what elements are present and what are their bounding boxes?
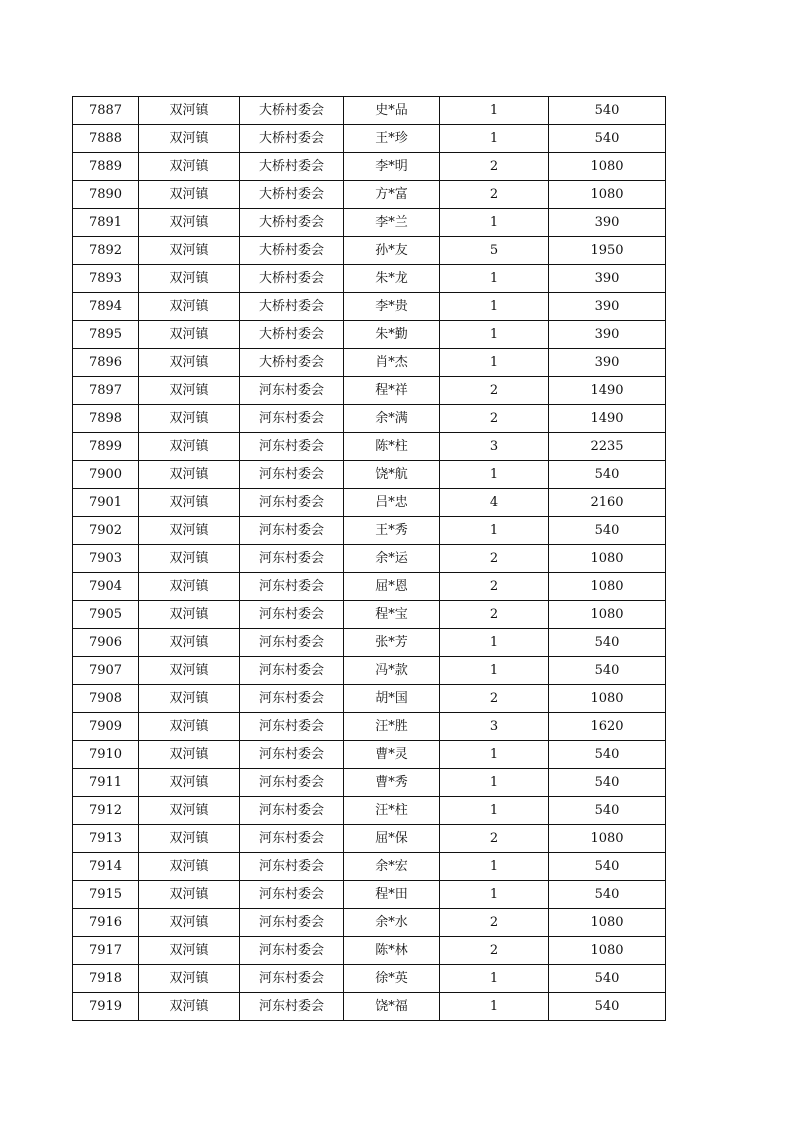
village-cell: 河东村委会: [240, 909, 344, 937]
village-cell: 河东村委会: [240, 685, 344, 713]
row-id-cell: 7903: [73, 545, 139, 573]
amount-cell: 540: [549, 741, 666, 769]
village-cell: 河东村委会: [240, 629, 344, 657]
table-row: [73, 797, 666, 825]
name-cell: 曹*灵: [344, 741, 440, 769]
village-cell: 大桥村委会: [240, 349, 344, 377]
town-cell: 双河镇: [139, 825, 240, 853]
name-cell: 李*兰: [344, 209, 440, 237]
town-cell: 双河镇: [139, 125, 240, 153]
count-cell: 1: [440, 853, 549, 881]
amount-cell: 540: [549, 965, 666, 993]
village-cell: 河东村委会: [240, 545, 344, 573]
table-row: [73, 153, 666, 181]
table-row: [73, 293, 666, 321]
village-cell: 河东村委会: [240, 881, 344, 909]
count-cell: 1: [440, 993, 549, 1021]
town-cell: 双河镇: [139, 321, 240, 349]
town-cell: 双河镇: [139, 377, 240, 405]
amount-cell: 390: [549, 349, 666, 377]
village-cell: 河东村委会: [240, 993, 344, 1021]
amount-cell: 540: [549, 993, 666, 1021]
count-cell: 2: [440, 377, 549, 405]
town-cell: 双河镇: [139, 713, 240, 741]
count-cell: 1: [440, 265, 549, 293]
amount-cell: 1080: [549, 181, 666, 209]
count-cell: 2: [440, 937, 549, 965]
row-id-cell: 7907: [73, 657, 139, 685]
name-cell: 陈*柱: [344, 433, 440, 461]
amount-cell: 540: [549, 629, 666, 657]
village-cell: 大桥村委会: [240, 125, 344, 153]
town-cell: 双河镇: [139, 629, 240, 657]
table-row: [73, 909, 666, 937]
count-cell: 1: [440, 797, 549, 825]
count-cell: 2: [440, 153, 549, 181]
name-cell: 陈*林: [344, 937, 440, 965]
village-cell: 河东村委会: [240, 405, 344, 433]
name-cell: 李*明: [344, 153, 440, 181]
village-cell: 河东村委会: [240, 965, 344, 993]
name-cell: 朱*勤: [344, 321, 440, 349]
town-cell: 双河镇: [139, 265, 240, 293]
count-cell: 2: [440, 545, 549, 573]
row-id-cell: 7905: [73, 601, 139, 629]
count-cell: 1: [440, 461, 549, 489]
town-cell: 双河镇: [139, 97, 240, 125]
name-cell: 程*祥: [344, 377, 440, 405]
row-id-cell: 7913: [73, 825, 139, 853]
amount-cell: 390: [549, 209, 666, 237]
table-row: [73, 937, 666, 965]
row-id-cell: 7901: [73, 489, 139, 517]
town-cell: 双河镇: [139, 573, 240, 601]
table-row: [73, 853, 666, 881]
town-cell: 双河镇: [139, 769, 240, 797]
name-cell: 王*秀: [344, 517, 440, 545]
village-cell: 河东村委会: [240, 769, 344, 797]
table-row: [73, 769, 666, 797]
subsidy-table: [72, 96, 666, 1021]
amount-cell: 1950: [549, 237, 666, 265]
village-cell: 河东村委会: [240, 433, 344, 461]
name-cell: 曹*秀: [344, 769, 440, 797]
count-cell: 1: [440, 965, 549, 993]
name-cell: 方*富: [344, 181, 440, 209]
table-row: [73, 405, 666, 433]
name-cell: 饶*福: [344, 993, 440, 1021]
count-cell: 2: [440, 573, 549, 601]
row-id-cell: 7915: [73, 881, 139, 909]
village-cell: 河东村委会: [240, 601, 344, 629]
village-cell: 河东村委会: [240, 825, 344, 853]
amount-cell: 1080: [549, 573, 666, 601]
count-cell: 2: [440, 405, 549, 433]
town-cell: 双河镇: [139, 153, 240, 181]
name-cell: 吕*忠: [344, 489, 440, 517]
amount-cell: 1080: [549, 601, 666, 629]
village-cell: 河东村委会: [240, 741, 344, 769]
amount-cell: 540: [549, 125, 666, 153]
count-cell: 1: [440, 657, 549, 685]
row-id-cell: 7906: [73, 629, 139, 657]
row-id-cell: 7919: [73, 993, 139, 1021]
amount-cell: 540: [549, 517, 666, 545]
amount-cell: 1080: [549, 685, 666, 713]
name-cell: 饶*航: [344, 461, 440, 489]
table-row: [73, 881, 666, 909]
table-row: [73, 489, 666, 517]
count-cell: 1: [440, 517, 549, 545]
name-cell: 余*宏: [344, 853, 440, 881]
table-row: [73, 965, 666, 993]
row-id-cell: 7892: [73, 237, 139, 265]
table-row: [73, 97, 666, 125]
town-cell: 双河镇: [139, 237, 240, 265]
village-cell: 大桥村委会: [240, 153, 344, 181]
count-cell: 2: [440, 909, 549, 937]
town-cell: 双河镇: [139, 545, 240, 573]
table-row: [73, 573, 666, 601]
town-cell: 双河镇: [139, 965, 240, 993]
count-cell: 3: [440, 433, 549, 461]
count-cell: 1: [440, 125, 549, 153]
table-row: [73, 209, 666, 237]
count-cell: 2: [440, 685, 549, 713]
name-cell: 张*芳: [344, 629, 440, 657]
name-cell: 李*贵: [344, 293, 440, 321]
row-id-cell: 7912: [73, 797, 139, 825]
amount-cell: 390: [549, 293, 666, 321]
name-cell: 王*珍: [344, 125, 440, 153]
row-id-cell: 7894: [73, 293, 139, 321]
table-row: [73, 265, 666, 293]
village-cell: 河东村委会: [240, 657, 344, 685]
row-id-cell: 7911: [73, 769, 139, 797]
table-body: [73, 97, 666, 1021]
table-row: [73, 349, 666, 377]
town-cell: 双河镇: [139, 461, 240, 489]
name-cell: 程*田: [344, 881, 440, 909]
village-cell: 河东村委会: [240, 573, 344, 601]
count-cell: 1: [440, 97, 549, 125]
village-cell: 河东村委会: [240, 853, 344, 881]
name-cell: 史*品: [344, 97, 440, 125]
row-id-cell: 7890: [73, 181, 139, 209]
village-cell: 大桥村委会: [240, 181, 344, 209]
row-id-cell: 7900: [73, 461, 139, 489]
name-cell: 肖*杰: [344, 349, 440, 377]
town-cell: 双河镇: [139, 797, 240, 825]
row-id-cell: 7899: [73, 433, 139, 461]
name-cell: 孙*友: [344, 237, 440, 265]
town-cell: 双河镇: [139, 909, 240, 937]
name-cell: 汪*柱: [344, 797, 440, 825]
village-cell: 大桥村委会: [240, 265, 344, 293]
amount-cell: 390: [549, 321, 666, 349]
count-cell: 4: [440, 489, 549, 517]
town-cell: 双河镇: [139, 433, 240, 461]
amount-cell: 540: [549, 461, 666, 489]
amount-cell: 1490: [549, 405, 666, 433]
amount-cell: 1490: [549, 377, 666, 405]
town-cell: 双河镇: [139, 405, 240, 433]
town-cell: 双河镇: [139, 181, 240, 209]
amount-cell: 540: [549, 797, 666, 825]
amount-cell: 1080: [549, 825, 666, 853]
count-cell: 1: [440, 741, 549, 769]
amount-cell: 2160: [549, 489, 666, 517]
row-id-cell: 7914: [73, 853, 139, 881]
count-cell: 2: [440, 181, 549, 209]
table-row: [73, 125, 666, 153]
name-cell: 冯*款: [344, 657, 440, 685]
table-row: [73, 713, 666, 741]
amount-cell: 540: [549, 97, 666, 125]
village-cell: 大桥村委会: [240, 237, 344, 265]
amount-cell: 540: [549, 881, 666, 909]
row-id-cell: 7909: [73, 713, 139, 741]
table-row: [73, 601, 666, 629]
row-id-cell: 7908: [73, 685, 139, 713]
count-cell: 1: [440, 293, 549, 321]
row-id-cell: 7889: [73, 153, 139, 181]
village-cell: 大桥村委会: [240, 293, 344, 321]
town-cell: 双河镇: [139, 489, 240, 517]
amount-cell: 540: [549, 769, 666, 797]
village-cell: 大桥村委会: [240, 321, 344, 349]
count-cell: 1: [440, 769, 549, 797]
count-cell: 5: [440, 237, 549, 265]
amount-cell: 1080: [549, 545, 666, 573]
town-cell: 双河镇: [139, 937, 240, 965]
amount-cell: 1080: [549, 937, 666, 965]
row-id-cell: 7902: [73, 517, 139, 545]
table-row: [73, 629, 666, 657]
amount-cell: 1080: [549, 909, 666, 937]
name-cell: 朱*龙: [344, 265, 440, 293]
name-cell: 余*水: [344, 909, 440, 937]
row-id-cell: 7887: [73, 97, 139, 125]
table-row: [73, 545, 666, 573]
town-cell: 双河镇: [139, 993, 240, 1021]
village-cell: 河东村委会: [240, 797, 344, 825]
table-row: [73, 181, 666, 209]
amount-cell: 540: [549, 853, 666, 881]
name-cell: 屈*恩: [344, 573, 440, 601]
village-cell: 大桥村委会: [240, 209, 344, 237]
name-cell: 程*宝: [344, 601, 440, 629]
name-cell: 屈*保: [344, 825, 440, 853]
row-id-cell: 7888: [73, 125, 139, 153]
amount-cell: 1080: [549, 153, 666, 181]
row-id-cell: 7897: [73, 377, 139, 405]
row-id-cell: 7893: [73, 265, 139, 293]
row-id-cell: 7891: [73, 209, 139, 237]
name-cell: 徐*英: [344, 965, 440, 993]
count-cell: 2: [440, 825, 549, 853]
count-cell: 3: [440, 713, 549, 741]
name-cell: 余*运: [344, 545, 440, 573]
village-cell: 河东村委会: [240, 517, 344, 545]
village-cell: 河东村委会: [240, 937, 344, 965]
town-cell: 双河镇: [139, 853, 240, 881]
table-row: [73, 433, 666, 461]
town-cell: 双河镇: [139, 517, 240, 545]
town-cell: 双河镇: [139, 657, 240, 685]
town-cell: 双河镇: [139, 209, 240, 237]
village-cell: 河东村委会: [240, 713, 344, 741]
amount-cell: 540: [549, 657, 666, 685]
count-cell: 2: [440, 601, 549, 629]
row-id-cell: 7904: [73, 573, 139, 601]
town-cell: 双河镇: [139, 601, 240, 629]
village-cell: 河东村委会: [240, 461, 344, 489]
table-row: [73, 321, 666, 349]
count-cell: 1: [440, 209, 549, 237]
name-cell: 汪*胜: [344, 713, 440, 741]
town-cell: 双河镇: [139, 741, 240, 769]
row-id-cell: 7896: [73, 349, 139, 377]
table-row: [73, 685, 666, 713]
amount-cell: 390: [549, 265, 666, 293]
row-id-cell: 7916: [73, 909, 139, 937]
count-cell: 1: [440, 321, 549, 349]
count-cell: 1: [440, 629, 549, 657]
village-cell: 河东村委会: [240, 489, 344, 517]
table-row: [73, 993, 666, 1021]
count-cell: 1: [440, 349, 549, 377]
table-row: [73, 461, 666, 489]
town-cell: 双河镇: [139, 293, 240, 321]
table-row: [73, 517, 666, 545]
table-row: [73, 825, 666, 853]
village-cell: 河东村委会: [240, 377, 344, 405]
amount-cell: 2235: [549, 433, 666, 461]
row-id-cell: 7917: [73, 937, 139, 965]
row-id-cell: 7918: [73, 965, 139, 993]
row-id-cell: 7910: [73, 741, 139, 769]
count-cell: 1: [440, 881, 549, 909]
name-cell: 胡*国: [344, 685, 440, 713]
town-cell: 双河镇: [139, 349, 240, 377]
town-cell: 双河镇: [139, 685, 240, 713]
table-row: [73, 237, 666, 265]
row-id-cell: 7895: [73, 321, 139, 349]
row-id-cell: 7898: [73, 405, 139, 433]
town-cell: 双河镇: [139, 881, 240, 909]
name-cell: 余*满: [344, 405, 440, 433]
table-row: [73, 657, 666, 685]
amount-cell: 1620: [549, 713, 666, 741]
village-cell: 大桥村委会: [240, 97, 344, 125]
table-row: [73, 377, 666, 405]
table-row: [73, 741, 666, 769]
